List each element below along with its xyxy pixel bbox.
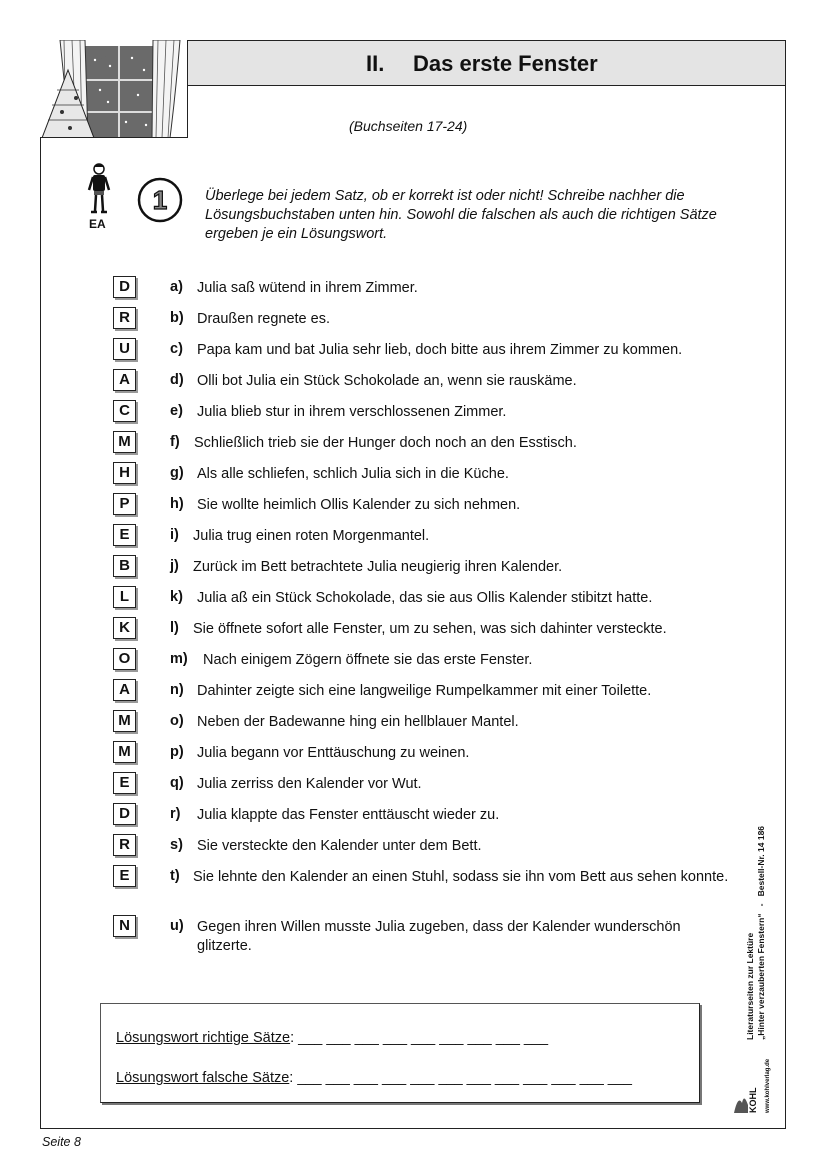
statement-label: n) [170, 682, 184, 698]
solution-letter-box: A [113, 369, 136, 391]
statement-text: Julia zerriss den Kalender vor Wut. [197, 776, 422, 792]
sidebar-order-number: Bestell-Nr. 14 186 [756, 825, 766, 897]
solution-letter-box: A [113, 679, 136, 701]
solution-letter-box: P [113, 493, 136, 515]
chapter-number: II. [366, 51, 385, 76]
statement-text: Julia blieb stur in ihrem verschlossenen Zimmer. [197, 404, 507, 420]
title-bar [188, 41, 785, 86]
statement-label: e) [170, 403, 183, 419]
solution-letter-box: D [113, 276, 136, 298]
statement-label: a) [170, 279, 183, 295]
solution-letter-box: K [113, 617, 136, 639]
solution-letter-box: E [113, 772, 136, 794]
statement-label: d) [170, 372, 184, 388]
statement-label: l) [170, 620, 179, 636]
statement-text: Gegen ihren Willen musste Julia zugeben, dass der Kalender wunderschön glitzerte. [197, 919, 681, 954]
statement-label: o) [170, 713, 184, 729]
statement-text: Papa kam und bat Julia sehr lieb, doch bitte aus ihrem Zimmer zu kommen. [197, 342, 683, 358]
statement-label: k) [170, 589, 183, 605]
statement-text: Julia begann vor Enttäuschung zu weinen. [197, 745, 470, 761]
wrong-answer-label: Lösungswort falsche Sätze [116, 1070, 290, 1086]
statement-text: Dahinter zeigte sich eine langweilige Rumpelkammer mit einer Toilette. [197, 683, 652, 699]
page-range-subtitle: (Buchseiten 17-24) [349, 118, 468, 134]
correct-answer-label: Lösungswort richtige Sätze [116, 1030, 291, 1046]
statement-label: t) [170, 868, 180, 884]
wrong-answer-blanks[interactable]: ___ ___ ___ ___ ___ ___ ___ ___ ___ ___ ___ ___ [297, 1070, 632, 1086]
task-number: 1 [152, 185, 168, 215]
statement-label: f) [170, 434, 180, 450]
publisher-name: KOHL [748, 1087, 758, 1113]
statement-label: b) [170, 310, 184, 326]
statement-text: Zurück im Bett betrachtete Julia neugierig ihren Kalender. [193, 559, 563, 575]
statement-text: Olli bot Julia ein Stück Schokolade an, wenn sie rauskäme. [197, 373, 577, 389]
correct-answer-blanks[interactable]: ___ ___ ___ ___ ___ ___ ___ ___ ___ [298, 1030, 549, 1046]
solution-letter-box: E [113, 865, 136, 887]
statement-text: Sie öffnete sofort alle Fenster, um zu sehen, was sich dahinter versteckte. [193, 621, 667, 637]
statement-label: s) [170, 837, 183, 853]
statement-label: u) [170, 918, 184, 934]
sidebar-title-line2: „Hinter verzauberten Fenstern“ [756, 913, 766, 1040]
publisher-sidebar [745, 826, 767, 1040]
window-illustration [40, 40, 188, 138]
solution-letter-box: D [113, 803, 136, 825]
publisher-logo [732, 1045, 772, 1115]
solution-letter-box: M [113, 431, 136, 453]
statement-label: m) [170, 651, 188, 667]
sidebar-title-line1: Literaturseiten zur Lektüre [745, 932, 755, 1040]
correct-answer-line: Lösungswort richtige Sätze: ___ ___ ___ ___ ___ ___ ___ ___ ___ [116, 1030, 549, 1046]
solution-letter-box: M [113, 741, 136, 763]
publisher-website: www.kohlverlag.de [765, 1058, 771, 1113]
statement-label: p) [170, 744, 184, 760]
statement-text: Sie lehnte den Kalender an einen Stuhl, sodass sie ihn vom Bett aus sehen konnte. [193, 869, 729, 885]
statement-label: h) [170, 496, 184, 512]
statement-label: j) [170, 558, 179, 574]
task-number-badge [137, 177, 183, 223]
page-number: Seite 8 [42, 1135, 81, 1149]
answer-box [100, 1003, 700, 1103]
statement-text: Schließlich trieb sie der Hunger doch noch an den Esstisch. [194, 435, 577, 451]
solution-letter-box: N [113, 915, 136, 937]
statement-text: Sie wollte heimlich Ollis Kalender zu sich nehmen. [197, 497, 521, 513]
chapter-title: Das erste Fenster [413, 51, 598, 76]
solution-letter-box: R [113, 834, 136, 856]
solution-letter-box: C [113, 400, 136, 422]
statement-text: Julia aß ein Stück Schokolade, das sie aus Ollis Kalender stibitzt hatte. [197, 590, 653, 606]
statement-text: Als alle schliefen, schlich Julia sich in die Küche. [197, 466, 509, 482]
solution-letter-box: U [113, 338, 136, 360]
statement-text: Nach einigem Zögern öffnete sie das erste Fenster. [203, 652, 533, 668]
solution-letter-box: H [113, 462, 136, 484]
sidebar-separator: - [756, 903, 766, 907]
statement-label: c) [170, 341, 183, 357]
statement-label: r) [170, 806, 181, 822]
solution-letter-box: E [113, 524, 136, 546]
person-icon [86, 163, 112, 215]
statement-label: q) [170, 775, 184, 791]
task-instruction: Überlege bei jedem Satz, ob er korrekt ist oder nicht! Schreibe nachher die Lösungsbuchstaben unten hin. Sowohl die falschen als auch die richtigen Sätze ergeben je ein Lösungswort. [205, 188, 717, 242]
individual-work-label: EA [89, 217, 106, 231]
solution-letter-box: O [113, 648, 136, 670]
statement-label: g) [170, 465, 184, 481]
statement-text: Neben der Badewanne hing ein hellblauer Mantel. [197, 714, 519, 730]
solution-letter-box: R [113, 307, 136, 329]
solution-letter-box: B [113, 555, 136, 577]
solution-letter-box: M [113, 710, 136, 732]
statement-text: Julia saß wütend in ihrem Zimmer. [197, 280, 418, 296]
solution-letter-box: L [113, 586, 136, 608]
statement-text: Sie versteckte den Kalender unter dem Bett. [197, 838, 482, 854]
statement-text: Julia trug einen roten Morgenmantel. [193, 528, 430, 544]
statement-text: Draußen regnete es. [197, 311, 330, 327]
statement-text: Julia klappte das Fenster enttäuscht wieder zu. [197, 807, 500, 823]
statement-label: i) [170, 527, 179, 543]
wrong-answer-line: Lösungswort falsche Sätze: ___ ___ ___ ___ ___ ___ ___ ___ ___ ___ ___ ___ [116, 1070, 632, 1086]
